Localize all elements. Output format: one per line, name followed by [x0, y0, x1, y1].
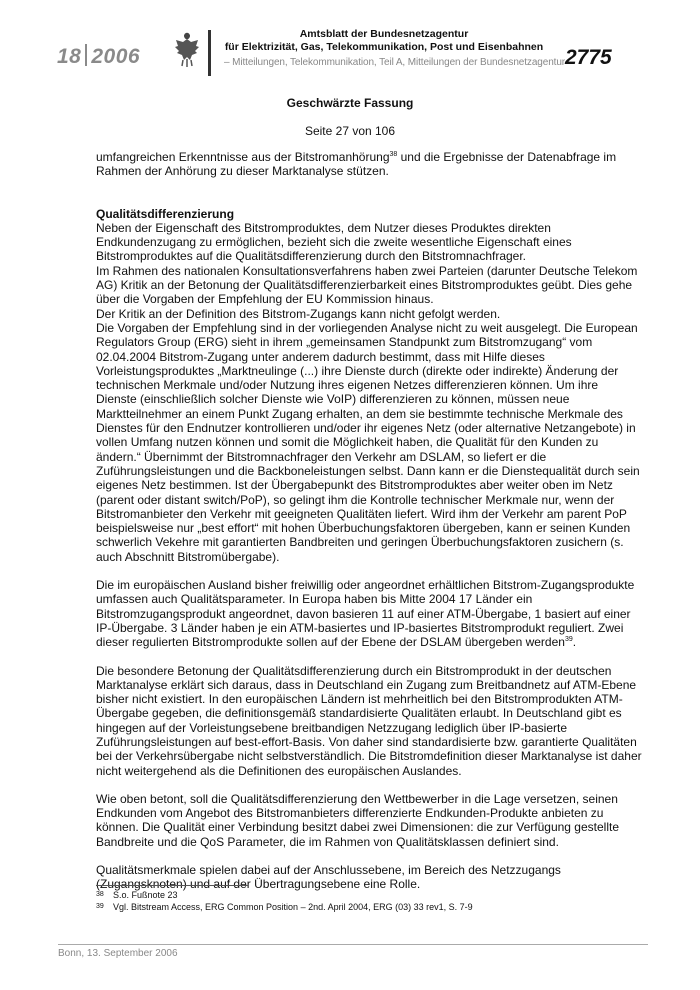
masthead-line1: Amtsblatt der Bundesnetzagentur	[299, 28, 469, 40]
footnote-number: 39	[96, 903, 104, 910]
footnote-ref-39[interactable]: 39	[564, 636, 573, 644]
header-divider	[208, 30, 211, 76]
document-title: Geschwärzte Fassung	[286, 96, 414, 110]
paragraph-8: Qualitätsmerkmale spielen dabei auf der Anschlussebene, im Bereich des Netzzugangs (Zugangsknoten) und auf der Übertragungsebene eine Rolle.	[96, 863, 561, 892]
masthead-line2: für Elektrizität, Gas, Telekommunikation, Post und Eisenbahnen	[224, 41, 544, 53]
footnotes	[96, 889, 642, 913]
footnote-text: S.o. Fußnote 23	[113, 890, 178, 900]
issue-label	[57, 44, 140, 69]
page-number: 2775	[565, 46, 612, 69]
paragraph-2: Im Rahmen des nationalen Konsultationsverfahrens haben zwei Parteien (darunter Deutsche Telekom AG) Kritik an der Betonung der Qualitätsdifferenzierbarkeit eines Bitstromproduktes geübt. Dies gehe über die Vorgaben der Empfehlung der EU Kommission hinaus.	[96, 263, 638, 307]
masthead-subline: – Mitteilungen, Telekommunikation, Teil A, Mitteilungen der Bundesnetzagentur –	[224, 57, 574, 68]
footer-divider	[58, 944, 648, 945]
paragraph-3: Der Kritik an der Definition des Bitstrom-Zugangs kann nicht gefolgt werden.	[96, 306, 501, 321]
footer-date: Bonn, 13. September 2006	[58, 948, 178, 959]
footnote-number: 38	[96, 891, 104, 898]
issue-year: 2006	[91, 45, 141, 68]
paragraph-7: Wie oben betont, soll die Qualitätsdifferenzierung den Wettbewerber in die Lage versetzen, seinen Endkunden vom Angebot des Bitstromanbieters differenzierte Endkunden-Produkte anbieten zu können. Die Qualität einer Verbindung besitzt dabei zwei Dimensionen: die zur Verfügung gestellte Bandbreite und die QoS Parameter, die im Rahmen von Qualitätsklassen definiert sind.	[96, 791, 619, 849]
paragraph-6: Die besondere Betonung der Qualitätsdifferenzierung durch ein Bitstromprodukt in der deutschen Marktanalyse erklärt sich daraus, dass in Deutschland ein Zugang zum Breitbandnetz auf ATM-Ebene bisher nicht existiert. In den europäischen Ländern ist mehrheitlich bei den Bitstromprodukten ATM-Übergabe gegeben, die definitionsgemäß standardisierte Qualitäten erlaubt. In Deutschland gibt es hingegen auf der Vorleistungsebene breitbandigen Netzzugang lediglich über IP-basierte Zuführungsleistungen auf best-effort-Basis. Von daher sind standardisierte bzw. garantierte Qualitäten bei der Verkehrsübergabe nicht selbstverständlich. Die Bitstromdefinition dieser Marktanalyse ist daher nicht weitergehend als die Definitionen des europäischen Auslandes.	[96, 663, 642, 778]
document-body	[96, 150, 642, 892]
footnote-item	[96, 889, 642, 901]
intro-paragraph: umfangreichen Erkenntnisse aus der Bitstromanhörung$^{38}$ und die Ergebnisse der Datenabfrage im Rahmen der Anhörung zu dieser Marktanalyse stützen.	[96, 150, 617, 179]
footnote-item	[96, 901, 642, 913]
paragraph-1: Neben der Eigenschaft des Bitstromproduktes, dem Nutzer dieses Produktes direkten Endkundenzugang zu ermöglichen, bezieht sich die zweite wesentliche Eigenschaft eines Bitstromproduktes auf die Qualitätsdifferenzierung durch den Bitstromnachfrager.	[96, 220, 572, 264]
masthead	[224, 28, 574, 68]
federal-eagle-icon	[174, 30, 200, 70]
paragraph-4: Die Vorgaben der Empfehlung sind in der vorliegenden Analyse nicht zu weit ausgelegt. Die European Regulators Group (ERG) sieht in ihrem „gemeinsamen Standpunkt zum Bitstromzugang“ vom 02.04.2004 Bitstrom-Zugang unter anderem dadurch bestimmt, dass mit Hilfe dieses Vorleistungsproduktes „Marktneulinge (...) ihre Dienste durch (direkte oder indirekte) Änderung der technischen Merkmale und/oder Nutzung ihres eigenen Netzes differenzieren können. Um ihre Dienste (einschließlich solcher Dienste wie VoIP) differenzieren zu können, müssen neue Marktteilnehmer an einem Punkt Zugang erhalten, an dem sie bestimmte technische Merkmale des Dienstes für den Endnutzer kontrollieren und/oder ihr eigenes Netz (oder alternative Netzangebote) in vollen Umfang nutzen können und somit die Möglichkeit haben, die Qualität für den Kunden zu ändern.“ Übernimmt der Bitstromnachfrager den Verkehr am DSLAM, so liefert er die Zuführungsleistungen und die Backboneleistungen selbst. Dann kann er die Dienstequalität durch sein eigenes Netz bestimmen. Ist der Übergabepunkt des Bitstromproduktes aber weiter oben im Netz (parent oder distant switch/PoP), so gelingt ihm die Kontrolle technischer Merkmale nur, wenn der Bitstromanbieter den Verkehr mit geeigneten Qualitäten liefert. Wird ihm der Verkehr am parent PoP beispielsweise nur „best effort“ mit hohen Überbuchungsfaktoren übergeben, kann er seinen Kunden schwerlich Vekehre mit garantierten Bandbreiten und geringen Überbuchungsfaktoren zusichern (s. auch Abschnitt Bitstromübergabe).	[96, 320, 640, 564]
page-indicator: Seite 27 von 106	[304, 124, 396, 138]
page-header	[0, 22, 700, 82]
footnote-text: Vgl. Bitstream Access, ERG Common Position – 2nd. April 2004, ERG (03) 33 rev1, S. 7-9	[113, 902, 473, 912]
section-heading: Qualitätsdifferenzierung	[96, 206, 235, 221]
issue-number: 18	[57, 45, 82, 68]
footnote-separator	[96, 885, 248, 886]
paragraph-5: Die im europäischen Ausland bisher freiwillig oder angeordnet erhältlichen Bitstrom-Zugangsprodukte umfassen auch Qualitätsparameter. In Europa haben bis Mitte 2004 17 Länder ein Bitstromzugangsprodukt angeordnet, davon basieren 11 auf einer ATM-Übergabe, 1 basiert auf einer IP-Übergabe. 3 Länder haben je ein ATM-basiertes und IP-basiertes Bitstromprodukt reguliert. Zwei dieser regulierten Bitstromprodukte sollen auf der Ebene der DSLAM übergeben werden$^{39}$.	[96, 578, 635, 650]
footnote-ref-38[interactable]: 38	[389, 151, 398, 158]
